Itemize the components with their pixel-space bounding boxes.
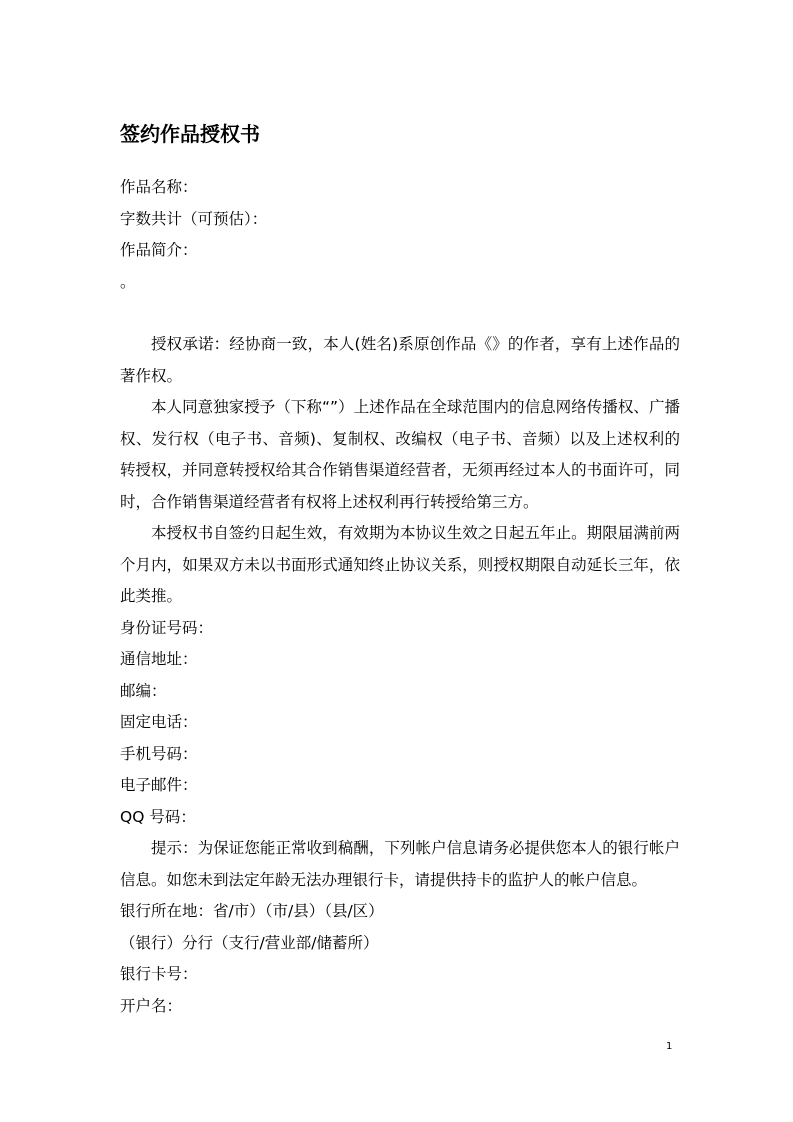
field-postcode: 邮编： (120, 681, 167, 700)
field-card-number: 银行卡号： (120, 965, 198, 983)
document-body (120, 172, 680, 1022)
field-mobile: 手机号码： (120, 744, 198, 763)
field-landline: 固定电话： (120, 713, 198, 731)
spacer (120, 298, 680, 329)
synopsis-end-mark: 。 (120, 272, 136, 291)
field-synopsis: 作品简介： (120, 241, 198, 259)
field-account-name: 开户名： (120, 996, 183, 1015)
field-id-number: 身份证号码： (120, 618, 214, 637)
field-qq: QQ 号码： (120, 807, 196, 826)
field-branch: （银行）分行（支行/营业部/储蓄所） (120, 933, 379, 952)
document-title: 签约作品授权书 (120, 122, 260, 146)
field-word-count: 字数共计（可预估）： (120, 209, 268, 228)
paragraph-commitment: 授权承诺：经协商一致，本人(姓名)系原创作品《》的作者，享有上述作品的著作权。 (120, 335, 680, 385)
page-number: 1 (666, 1041, 673, 1052)
field-email: 电子邮件： (120, 776, 198, 794)
field-address: 通信地址： (120, 650, 198, 668)
field-bank-location: 银行所在地：省/市）（市/县）（县/区） (120, 902, 384, 920)
paragraph-grant: 本人同意独家授予（下称“”）上述作品在全球范围内的信息网络传播权、广播权、发行权（电子书、音频)、复制权、改编权（电子书、音频）以及上述权利的转授权，并同意转授权给其合作销售渠道经营者，无须再经过本人的书面许可，同时，合作销售渠道经营者有权将上述权利再行转授给第三方。 (120, 398, 680, 511)
field-work-name: 作品名称： (120, 178, 198, 196)
paragraph-validity: 本授权书自签约日起生效，有效期为本协议生效之日起五年止。期限届满前两个月内，如果双方未以书面形式通知终止协议关系，则授权期限自动延长三年，依此类推。 (120, 524, 680, 605)
paragraph-notice: 提示：为保证您能正常收到稿酬，下列帐户信息请务必提供您本人的银行帐户信息。如您未到法定年龄无法办理银行卡，请提供持卡的监护人的帐户信息。 (120, 839, 680, 889)
